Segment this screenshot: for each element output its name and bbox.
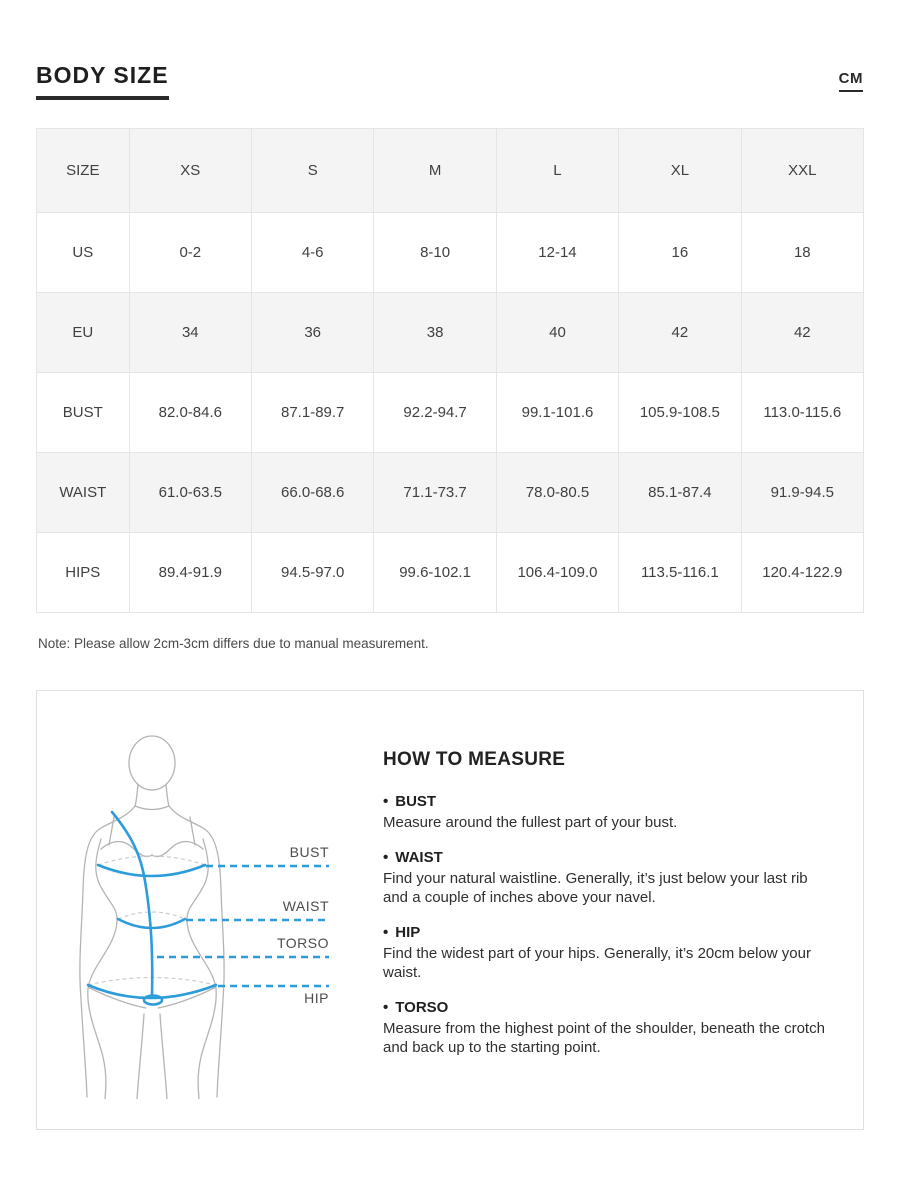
table-cell: 12-14 [496,213,618,293]
table-cell: 120.4-122.9 [741,533,863,613]
guide-description: Find your natural waistline. Generally, it’s just below your last rib and a couple of inches above your navel. [383,870,808,906]
guide-section-torso [383,999,835,1057]
row-label: WAIST [37,453,130,533]
page-title: BODY SIZE [36,62,169,100]
body-measurement-diagram [39,699,369,1099]
table-cell: 91.9-94.5 [741,453,863,533]
table-cell: 105.9-108.5 [619,373,741,453]
unit-label: CM [839,70,863,92]
diagram-label-waist: WAIST [282,898,329,914]
guide-section-waist [383,849,835,907]
table-cell: 40 [496,293,618,373]
diagram-label-torso: TORSO [276,935,329,951]
row-label: BUST [37,373,130,453]
guide-term: • BUST [383,793,835,810]
table-cell: 8-10 [374,213,496,293]
col-header-s: S [252,129,374,213]
guide-term: • WAIST [383,849,835,866]
table-cell: 113.0-115.6 [741,373,863,453]
table-cell: 66.0-68.6 [252,453,374,533]
row-label: HIPS [37,533,130,613]
table-cell: 42 [619,293,741,373]
guide-section-hip [383,924,835,982]
table-cell: 36 [252,293,374,373]
table-cell: 18 [741,213,863,293]
table-cell: 61.0-63.5 [129,453,251,533]
table-cell: 82.0-84.6 [129,373,251,453]
table-cell: 85.1-87.4 [619,453,741,533]
table-row-eu [37,293,864,373]
how-to-measure-panel [36,690,864,1130]
table-cell: 106.4-109.0 [496,533,618,613]
measure-instructions [383,749,835,1074]
table-cell: 78.0-80.5 [496,453,618,533]
guide-term: • HIP [383,924,835,941]
table-cell: 99.6-102.1 [374,533,496,613]
guide-description: Find the widest part of your hips. Generally, it’s 20cm below your waist. [383,945,811,981]
col-header-m: M [374,129,496,213]
table-row-waist [37,453,864,533]
guide-description: Measure around the fullest part of your bust. [383,814,678,831]
table-cell: 42 [741,293,863,373]
table-cell: 71.1-73.7 [374,453,496,533]
table-row-hips [37,533,864,613]
col-header-size: SIZE [37,129,130,213]
col-header-xxl: XXL [741,129,863,213]
measurement-note: Note: Please allow 2cm-3cm differs due to manual measurement. [38,636,429,651]
table-cell: 92.2-94.7 [374,373,496,453]
table-cell: 38 [374,293,496,373]
col-header-xs: XS [129,129,251,213]
table-row-bust [37,373,864,453]
table-cell: 113.5-116.1 [619,533,741,613]
table-header-row [37,129,864,213]
leader-lines [157,866,329,986]
table-cell: 34 [129,293,251,373]
table-cell: 4-6 [252,213,374,293]
table-cell: 87.1-89.7 [252,373,374,453]
diagram-label-bust: BUST [289,844,329,860]
body-outline [80,736,224,1099]
row-label: US [37,213,130,293]
guide-term: • TORSO [383,999,835,1016]
guide-section-bust [383,793,835,832]
size-table [36,128,864,613]
table-row-us [37,213,864,293]
diagram-label-hip: HIP [304,990,329,1006]
guide-heading: HOW TO MEASURE [383,749,566,770]
table-cell: 16 [619,213,741,293]
table-cell: 89.4-91.9 [129,533,251,613]
tape-front-arcs [88,812,216,1005]
table-cell: 99.1-101.6 [496,373,618,453]
table-cell: 0-2 [129,213,251,293]
guide-description: Measure from the highest point of the shoulder, beneath the crotch and back up to the starting point. [383,1020,825,1056]
row-label: EU [37,293,130,373]
table-cell: 94.5-97.0 [252,533,374,613]
col-header-xl: XL [619,129,741,213]
col-header-l: L [496,129,618,213]
